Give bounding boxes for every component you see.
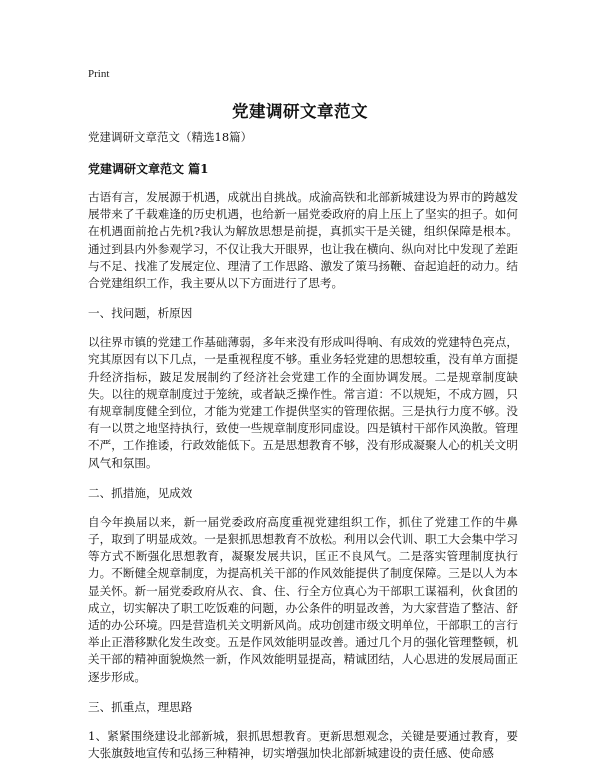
section-heading-2: 二、抓措施，见成效 [88,485,193,500]
section-heading-3: 三、抓重点，理思路 [88,699,193,714]
intro-paragraph: 古语有言，发展源于机遇，成就出自挑战。成渝高铁和北部新城建设为界市的跨越发展带来了千载难逢的历史机遇，也给新一届党委政府的肩上压上了坚实的担子。如何在机遇面前抢占先机?我认为解放思想是前提，真抓实干是关键，组织保障是根本。通过到县内外参观学习，不仅让我大开眼界，也让我在横向、纵向对比中发现了差距与不足、找准了发展定位、理清了工作思路、激发了策马扬鞭、奋起追赶的动力。结合党建组织工作，我主要从以下方面进行了思考。 [88,190,518,291]
document-body [88,128,518,774]
document-title: 党建调研文章范文 [232,102,368,121]
print-label[interactable]: Print [88,68,110,80]
section-paragraph-2: 自今年换届以来，新一届党委政府高度重视党建组织工作，抓住了党建工作的牛鼻子，取到了明显成效。一是狠抓思想教育不放松。利用以会代训、职工大会集中学习等方式不断强化思想教育，凝聚发展共识，匡正不良风气。二是落实管理制度执行力。不断健全规章制度，为提高机关干部的作风效能提供了制度保障。三是以人为本显关怀。新一届党委政府从衣、食、住、行全方位真心为干部职工谋福利，伙食团的成立，切实解决了职工吃饭难的问题，办公条件的明显改善，为大家营造了整洁、舒适的办公环境。四是营造机关文明新风尚。成功创建市级文明单位，干部职工的言行举止正潜移默化发生改变。五是作风效能明显改善。通过几个月的强化管理整顿，机关干部的精神面貌焕然一新，作风效能明显提高，精诚团结，人心思进的发展局面正逐步形成。 [88,514,518,684]
document-subtitle: 党建调研文章范文（精选18篇） [88,130,253,144]
section-paragraph-1: 以往界市镇的党建工作基础薄弱，多年来没有形成叫得响、有成效的党建特色亮点，究其原因有以下几点，一是重视程度不够。重业务轻党建的思想较重，没有单方面提升经济指标，跛足发展制约了经济社会党建工作的全面协调发展。二是规章制度缺失。以往的规章制度过于笼统，或者缺乏操作性。常言道：不以规矩，不成方圆，只有规章制度健全到位，才能为党建工作提供坚实的管理依据。三是执行力度不够。没有一以贯之地坚持执行，致使一些规章制度形同虚设。四是镇村干部作风涣散。管理不严，工作推诿，行政效能低下。五是思想教育不够，没有形成凝聚人心的机关文明风气和氛围。 [88,335,518,470]
section-heading-1: 一、找问题，析原因 [88,306,193,321]
section-paragraph-3: 1、紧紧围绕建设北部新城，狠抓思想教育。更新思想观念，关键是要通过教育，要大张旗鼓地宣传和弘扬三种精神，切实增强加快北部新城建设的责任感、使命感 [88,728,518,761]
article-title: 党建调研文章范文 篇1 [88,162,209,176]
